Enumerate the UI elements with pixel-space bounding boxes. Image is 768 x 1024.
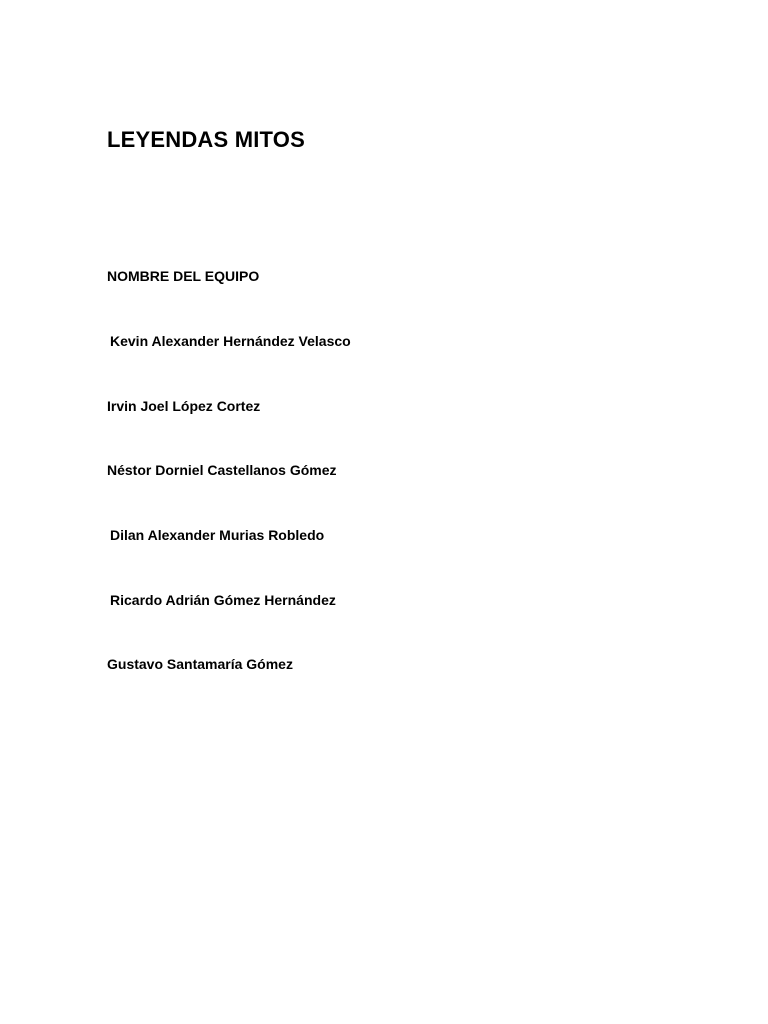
- team-member-6: Gustavo Santamaría Gómez: [107, 656, 293, 672]
- team-member-2: Irvin Joel López Cortez: [107, 398, 261, 414]
- team-name-heading: NOMBRE DEL EQUIPO: [107, 268, 260, 284]
- team-member-5: Ricardo Adrián Gómez Hernández: [110, 592, 336, 608]
- team-member-4: Dilan Alexander Murias Robledo: [110, 527, 325, 543]
- team-member-1: Kevin Alexander Hernández Velasco: [110, 333, 351, 349]
- document-title: LEYENDAS MITOS: [107, 127, 305, 152]
- team-member-3: Néstor Dorniel Castellanos Gómez: [107, 462, 337, 478]
